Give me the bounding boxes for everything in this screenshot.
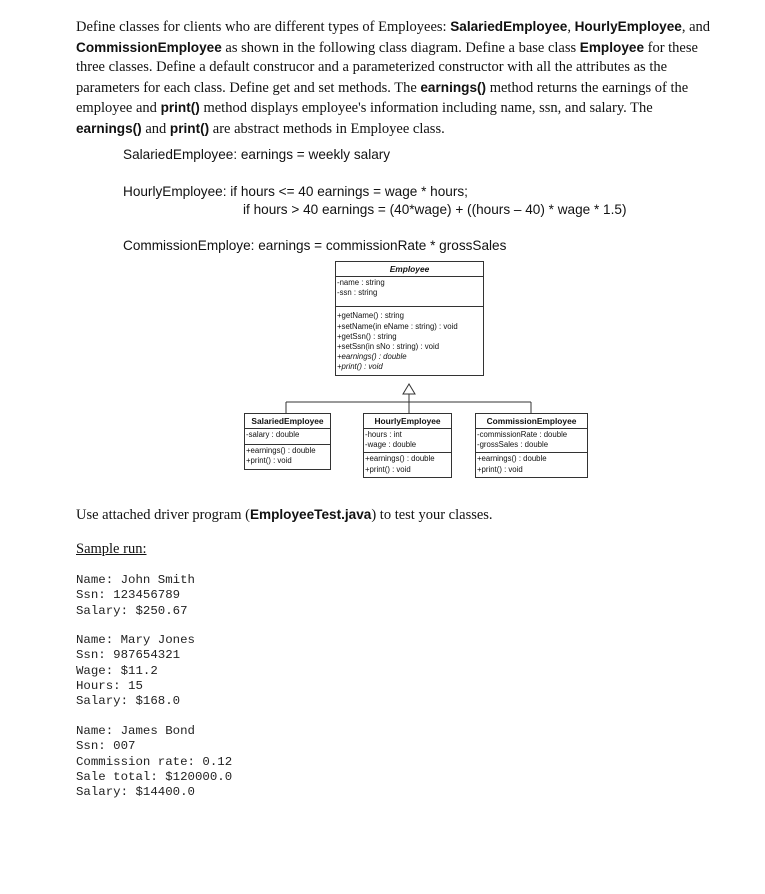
uml-method: +earnings() : double xyxy=(365,454,435,464)
intro-text: and xyxy=(141,120,170,137)
output-line: Wage: $11.2 xyxy=(76,663,158,678)
intro-text: for these three classes. Define a default construcor and a parameterized constructor with all the attributes as the parameters for each class. Define get and set methods. The xyxy=(76,39,698,96)
sample-output-commission xyxy=(76,724,232,800)
driver-text: Use attached driver program ( xyxy=(76,507,250,523)
uml-method: +print() : void xyxy=(365,464,411,474)
intro-text: as shown in the following class diagram. Define a base class xyxy=(221,39,580,56)
output-line: Name: Mary Jones xyxy=(76,633,195,647)
output-line: Sale total: $120000.0 xyxy=(76,769,233,784)
intro-text: are abstract methods in Employee class. xyxy=(209,120,445,137)
class-name-commission: CommissionEmployee xyxy=(76,39,222,55)
uml-attribute: -salary : double xyxy=(246,430,300,439)
intro-text: Define classes for clients who are different types of Employees: xyxy=(76,19,451,35)
uml-methods xyxy=(245,445,330,468)
intro-text: , and xyxy=(681,19,711,35)
uml-method: +earnings() : double xyxy=(246,446,316,456)
inheritance-arrow-icon xyxy=(403,384,415,394)
uml-class-name: HourlyEmployee xyxy=(364,414,451,429)
uml-methods xyxy=(476,453,587,476)
output-line: Ssn: 123456789 xyxy=(76,588,181,603)
method-name-print: print() xyxy=(160,100,200,116)
driver-instruction xyxy=(76,507,493,524)
method-name-earnings: earnings() xyxy=(420,79,487,95)
class-name-hourly: HourlyEmployee xyxy=(574,19,682,34)
output-line: Salary: $168.0 xyxy=(76,694,181,709)
uml-attribute: -name : string xyxy=(337,278,385,287)
uml-method: +getName() : string xyxy=(337,311,404,321)
intro-text: method returns the earnings of the employee and xyxy=(76,79,689,117)
uml-class-name: SalariedEmployee xyxy=(245,414,330,429)
uml-method: +print() : void xyxy=(477,464,523,474)
uml-method: +earnings() : double xyxy=(477,454,547,464)
uml-attributes xyxy=(245,429,330,445)
class-name-employee: Employee xyxy=(579,39,644,55)
output-line: Salary: $14400.0 xyxy=(76,785,195,800)
output-line: Ssn: 987654321 xyxy=(76,648,181,663)
output-line: Ssn: 007 xyxy=(76,739,136,754)
intro-text: method displays employee's information including name, ssn, and salary. The xyxy=(199,100,653,117)
formula-hourly-line2: if hours > 40 earnings = (40*wage) + ((hours – 40) * wage * 1.5) xyxy=(243,202,627,217)
uml-attribute: -grossSales : double xyxy=(477,440,549,450)
output-line: Name: John Smith xyxy=(76,573,195,587)
uml-class-name: Employee xyxy=(336,262,483,277)
uml-attributes xyxy=(364,429,451,453)
uml-attribute: -hours : int xyxy=(365,430,402,439)
formula-commission: CommissionEmploye: earnings = commissionRate * grossSales xyxy=(123,238,507,253)
uml-method: +setSsn(in sNo : string) : void xyxy=(337,342,440,352)
uml-attributes xyxy=(336,277,483,307)
output-line: Hours: 15 xyxy=(76,678,143,693)
driver-filename: EmployeeTest.java xyxy=(249,507,372,522)
uml-class-name: CommissionEmployee xyxy=(476,414,587,429)
uml-method: +setName(in eName : string) : void xyxy=(337,321,458,331)
sample-run-heading: Sample run: xyxy=(76,541,147,557)
uml-methods xyxy=(336,307,483,374)
output-line: Commission rate: 0.12 xyxy=(76,754,233,769)
uml-class-hourly-employee xyxy=(363,413,452,478)
uml-attribute: -ssn : string xyxy=(337,288,378,298)
sample-output-salaried xyxy=(76,573,195,619)
uml-abstract-method: +print() : void xyxy=(337,362,383,372)
sample-output-hourly xyxy=(76,633,195,709)
uml-class-commission-employee xyxy=(475,413,588,478)
uml-abstract-method: +earnings() : double xyxy=(337,352,407,362)
intro-text: , xyxy=(567,19,575,35)
output-line: Name: James Bond xyxy=(76,724,195,738)
method-name-print: print() xyxy=(169,120,210,136)
formula-salaried: SalariedEmployee: earnings = weekly salary xyxy=(123,147,391,162)
formula-hourly-line1: HourlyEmployee: if hours <= 40 earnings = wage * hours; xyxy=(123,184,468,199)
uml-class-salaried-employee xyxy=(244,413,331,470)
driver-text: ) to test your classes. xyxy=(371,507,493,523)
class-name-salaried: SalariedEmployee xyxy=(450,19,568,34)
method-name-earnings: earnings() xyxy=(76,120,142,136)
uml-method: +print() : void xyxy=(246,456,292,466)
uml-methods xyxy=(364,453,451,476)
uml-method: +getSsn() : string xyxy=(337,331,397,341)
output-line: Salary: $250.67 xyxy=(76,603,188,618)
uml-class-employee xyxy=(335,261,484,376)
uml-attribute: -wage : double xyxy=(365,440,417,450)
uml-attributes xyxy=(476,429,587,453)
uml-attribute: -commissionRate : double xyxy=(477,430,568,439)
